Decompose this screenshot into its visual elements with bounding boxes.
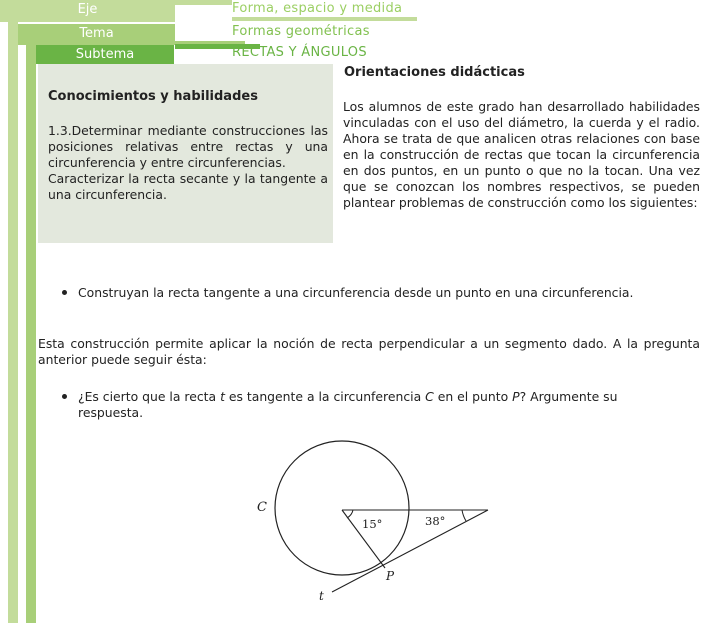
eje-bar — [175, 0, 232, 5]
tangent-line-t — [332, 510, 488, 592]
tema-label: Tema — [79, 26, 114, 41]
angle-label-38: 38° — [425, 514, 446, 528]
paragraph-2: Esta construcción permite aplicar la noción de recta perpendicular a un segmento dado. A la pregunta anterior puede seguir ésta: — [38, 336, 700, 367]
bullet-2-t: t — [220, 389, 225, 404]
circle-c — [275, 441, 409, 575]
subtema-label: Subtema — [75, 47, 135, 62]
angle-label-15: 15° — [362, 517, 383, 531]
eje-label: Eje — [77, 2, 98, 17]
bullet-2-text — [78, 389, 678, 421]
bullet-2-part1: ¿Es cierto que la recta — [78, 389, 221, 404]
orientations-text: Los alumnos de este grado han desarrollado habilidades vinculadas con el uso del diámetro, la cuerda y el radio. Ahora se trata de que analicen otras relaciones con base en la construcción de rectas que tocan la circunferencia en dos puntos, en un punto o que no la tocan. Una vez que se conozcan los nombres respectivos, se pueden plantear problemas de construcción como los siguientes: — [343, 99, 700, 210]
bullet-2-part4: ? Argumente su respuesta. — [78, 389, 618, 420]
subtema-tab — [36, 45, 174, 64]
angle-arc-center — [347, 510, 353, 518]
label-t: t — [319, 589, 324, 603]
decor-stripe-2 — [18, 22, 26, 623]
tema-tab — [18, 24, 175, 45]
knowledge-text — [48, 123, 328, 203]
knowledge-item-2: Caracterizar la recta secante y la tangente a una circunferencia. — [48, 171, 328, 202]
angle-arc-right — [462, 510, 466, 521]
orientations-title: Orientaciones didácticas — [344, 65, 525, 80]
bullet-2-part3: en el punto — [433, 389, 513, 404]
decor-stripe-1 — [8, 22, 18, 623]
eje-tab — [0, 0, 175, 22]
bullet-2-c: C — [425, 389, 434, 404]
knowledge-title: Conocimientos y habilidades — [48, 89, 258, 104]
eje-value: Forma, espacio y medida — [232, 1, 403, 16]
subtema-value: RECTAS Y ÁNGULOS — [232, 45, 367, 60]
decor-stripe-3 — [26, 45, 36, 623]
bullet-dot — [62, 394, 67, 399]
knowledge-item-1: 1.3.Determinar mediante construcciones las posiciones relativas entre rectas y una circunferencia y entre circunferencias. — [48, 123, 328, 170]
label-c: C — [257, 500, 267, 515]
knowledge-box — [38, 64, 333, 243]
tema-value: Formas geométricas — [232, 24, 370, 39]
tangent-figure — [240, 425, 510, 610]
bullet-2-p: P — [512, 389, 520, 404]
label-p: P — [386, 569, 395, 583]
bullet-dot — [62, 290, 67, 295]
bullet-2-part2: es tangente a la circunferencia — [224, 389, 426, 404]
bullet-1-text: Construyan la recta tangente a una circunferencia desde un punto en una circunferencia. — [78, 285, 634, 300]
eje-underline — [232, 17, 417, 21]
